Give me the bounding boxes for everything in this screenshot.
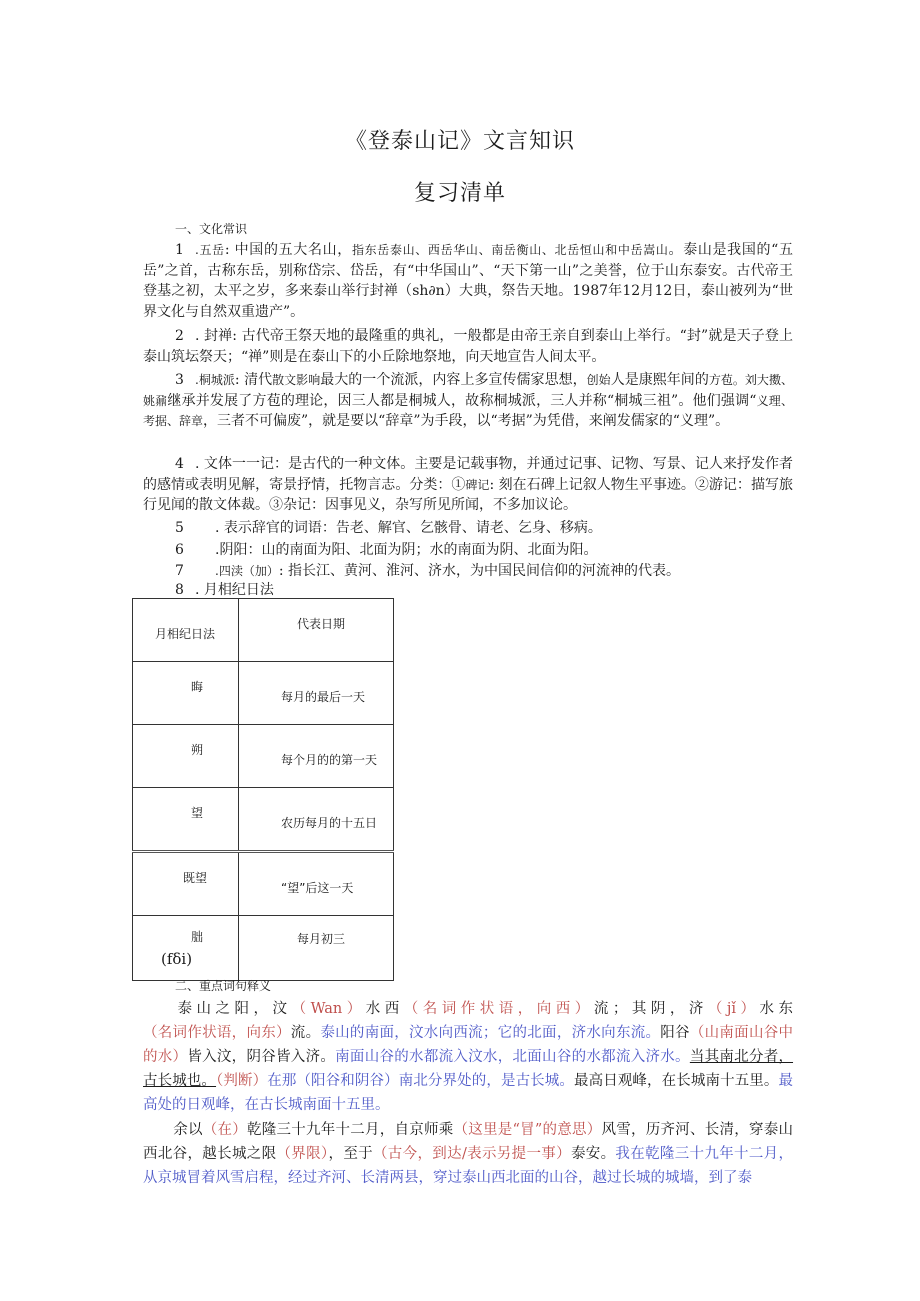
table-row [133,662,394,725]
paragraph-yu-yi-qianlong: 余以（在）乾隆三十九年十二月，自京师乘（这里是“冒”的意思）风雪，历齐河、长清，穿泰山西北谷，越长城之限（界限），至于（古今，到达/表示另提一事）泰安。我在乾隆三十九年十二月，从京城冒着风雪启程，经过齐河、长清两县，穿过泰山西北面的山谷，越过长城的城墙，到了泰 [143,1122,794,1186]
table-cell: 朏 (fδi) [133,916,239,981]
paragraph-taishan-yang: 泰山之阳，汶（Wan）水西（名词作状语，向西）流；其阴，济（jǐ）水东（名词作状语，向东）流。泰山的南面，汶水向西流；它的北面，济水向东流。阳谷（山南面山谷中的水）皆入汶，阴谷皆入济。南面山谷的水都流入汶水，北面山谷的水都流入济水。当其南北分者，古长城也。（判断）在那（阳谷和阴谷）南北分界处的，是古长城。最高日观峰，在长城南十五里。最高处的日观峰，在古长城南面十五里。 [143,1001,794,1113]
item-yuexiang: 8 . 月相纪日法 [175,582,274,598]
table-row [133,788,394,852]
item-fengshan: 2 . 封禅: 古代帝王祭天地的最隆重的典礼，一般都是由帝王亲自到泰山上举行。“封”就是天子登上泰山筑坛祭天；“禅”则是在泰山下的小丘除地祭地，向天地宣告人间太平。 [143,328,793,365]
item-sidu: 7 .四渎（加）: 指长江、黄河、淮河、济水，为中国民间信仰的河流神的代表。 [175,563,680,579]
table-cell: 每月的最后一天 [239,662,394,725]
table-header-cell: 代表日期 [239,599,394,662]
item-wuyue: 1 .五岳: 中国的五大名山，指东岳泰山、西岳华山、南岳衡山、北岳恒山和中岳嵩山。泰山是我国的“五岳”之首，古称东岳，别称岱宗、岱岳，有“中华国山”、“天下第一山”之美誉，位于山东泰安。古代帝王登基之初，太平之岁，多来泰山举行封禅（sh∂n）大典，祭告天地。1987年12月12日，泰山被列为“世界文化与自然双重遗产”。 [143,242,793,320]
table-header-row [133,599,394,662]
table-cell: 农历每月的十五日 [239,788,394,852]
item-tongcheng: 3 .桐城派: 清代散文影响最大的一个流派，内容上多宣传儒家思想，创始人是康熙年间的方苞。刘大擞、姚鼐继承并发展了方苞的理论，因三人都是桐城人，故称桐城派，三人并称“桐城三祖”。他们强调“义理、考据、辞章，三者不可偏废”，就是要以“辞章”为手段，以“考据”为凭借，来阐发儒家的“义理”。 [143,372,793,429]
page-subtitle: 复习清单 [413,181,506,206]
lunar-calendar-table [132,598,394,981]
table-cell: 每个月的的第一天 [239,725,394,788]
page-title: 《登泰山记》文言知识 [344,129,575,154]
section-heading-key-sentences: 二、重点词句释义 [175,979,272,993]
table-cell: 晦 [133,662,239,725]
table-cell: 望 [133,788,239,852]
item-wenti-ji: 4 . 文体一一记：是古代的一种文体。主要是记载事物，并通过记事、记物、写景、记人来抒发作者的感情或表明见解，寄景抒情，托物言志。分类：①碑记: 刻在石碑上记叙人物生平事迹。②游记：描写旅行见闻的散文体裁。③杂记：因事见义，杂写所见所闻，不多加议论。 [143,456,793,513]
item-ciguan: 5 . 表示辞官的词语：告老、解官、乞骸骨、请老、乞身、移病。 [175,520,602,536]
table-cell: 朔 [133,725,239,788]
table-cell: “望”后这一天 [239,852,394,916]
table-header-cell: 月相纪日法 [133,599,239,662]
table-row [133,916,394,981]
item-yinyang: 6 .阴阳：山的南面为阳、北面为阴；水的南面为阴、北面为阳。 [175,542,598,558]
section-heading-culture: 一、文化常识 [175,222,248,236]
table-cell: 每月初三 [239,916,394,981]
table-row [133,725,394,788]
table-cell: 既望 [133,852,239,916]
table-row [133,852,394,916]
